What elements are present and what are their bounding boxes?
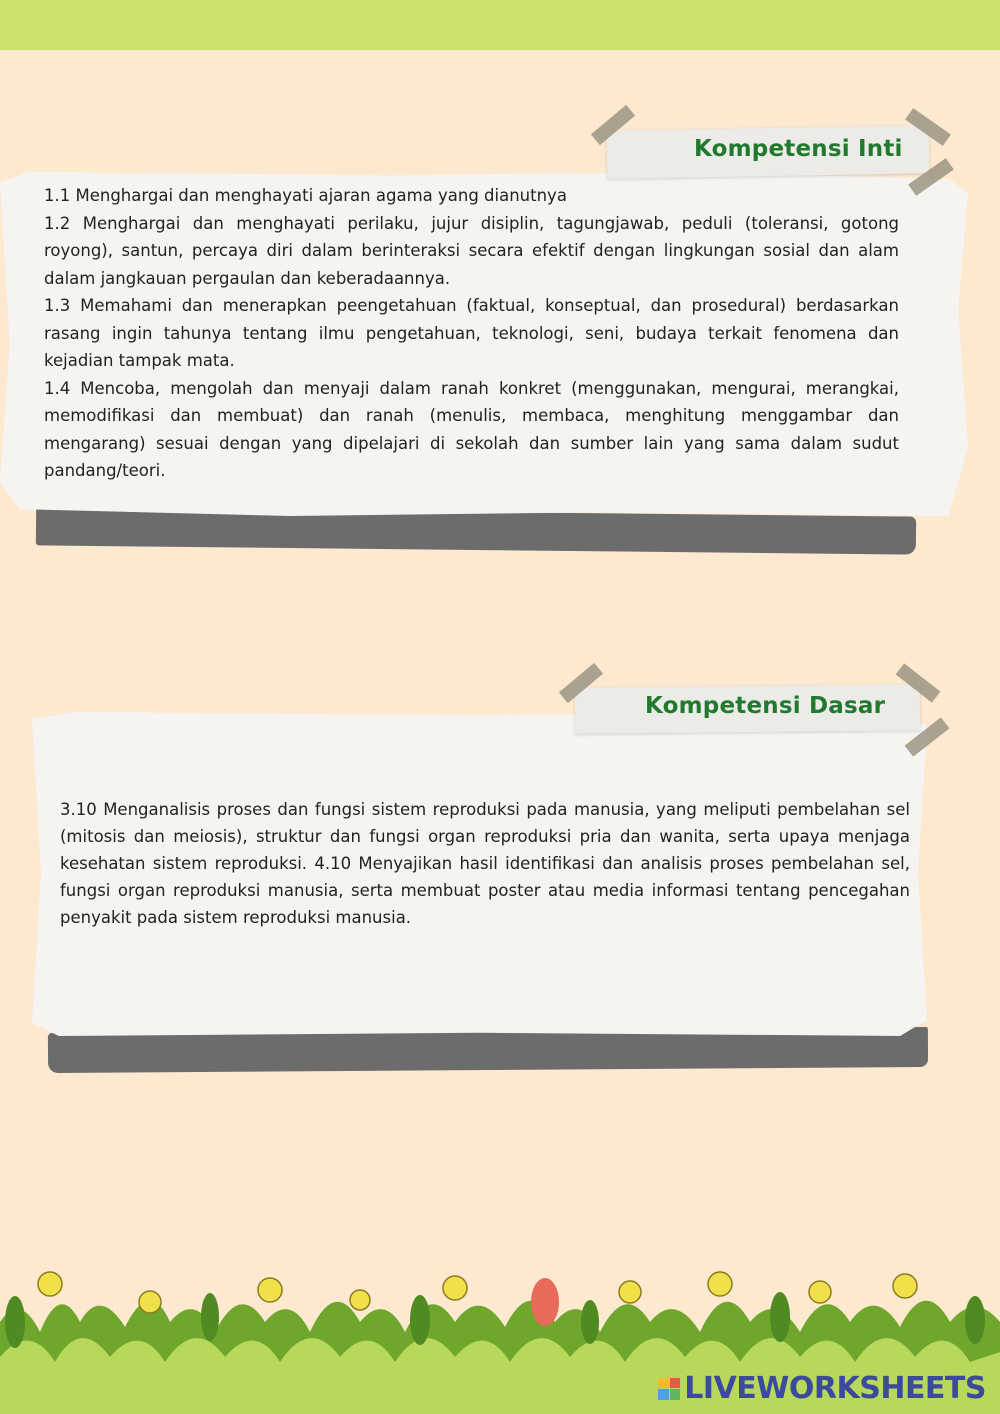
watermark-text: LIVEWORKSHEETS [684, 1371, 986, 1406]
liveworksheets-logo-icon [658, 1378, 680, 1400]
core-item-2: 1.2 Menghargai dan menghayati perilaku, jujur disiplin, tagungjawab, peduli (toleransi, gotong royong), santun, percaya diri dalam berinteraksi secara efektif dengan lingkungan sosial dan alam dalam jangkauan pergaulan dan keberadaannya. [44, 213, 899, 288]
red-flower [531, 1278, 559, 1326]
top-color-band [0, 0, 1000, 50]
liveworksheets-watermark [658, 1371, 986, 1406]
core-competency-list [44, 182, 899, 485]
core-item-1: 1.1 Menghargai dan menghayati ajaran agama yang dianutnya [44, 186, 567, 205]
paper-shadow-core [36, 507, 916, 554]
section-title-core: Kompetensi Inti [694, 136, 903, 162]
core-item-4: 1.4 Mencoba, mengolah dan menyaji dalam ranah konkret (menggunakan, mengurai, merangkai, memodifikasi dan membuat) dan ranah (menulis, membaca, menghitung menggambar dan mengarang) sesuai dengan yang dipelajari di sekolah dan sumber lain yang sama dalam sudut pandang/teori. [44, 378, 899, 480]
basic-competency-text: 3.10 Menganalisis proses dan fungsi sistem reproduksi pada manusia, yang meliputi pembelahan sel (mitosis dan meiosis), struktur dan fungsi organ reproduksi pria dan wanita, serta upaya menjaga kesehatan sistem reproduksi. 4.10 Menyajikan hasil identifikasi dan analisis proses pembelahan sel, fungsi organ reproduksi manusia, serta membuat poster atau media informasi tentang pencegahan penyakit pada sistem reproduksi manusia. [60, 800, 910, 927]
section-title-basic: Kompetensi Dasar [645, 693, 886, 719]
core-item-3: 1.3 Memahami dan menerapkan peengetahuan (faktual, konseptual, dan prosedural) berdasarkan rasang ingin tahunya tentang ilmu pengetahuan, teknologi, seni, budaya terkait fenomena dan kejadian tampak mata. [44, 296, 899, 370]
